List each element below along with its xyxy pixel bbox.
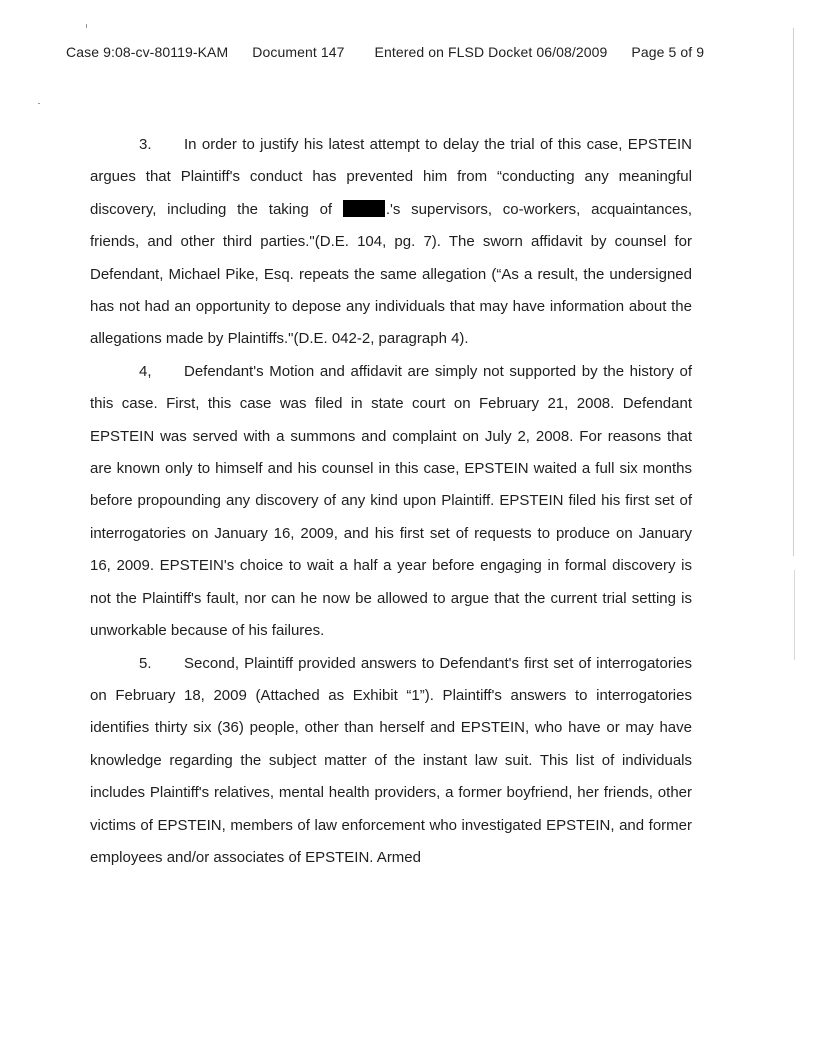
document-number: Document 147 — [252, 44, 345, 60]
document-body — [90, 129, 692, 874]
paragraph-text: Defendant's Motion and affidavit are simply not supported by the history of this case. First, this case was filed in state court on February 21, 2008. Defendant EPSTEIN was served with a summons and complaint on July 2, 2008. For reasons that are known only to himself and his counsel in this case, EPSTEIN waited a full six months before propounding any discovery of any kind upon Plaintiff. EPSTEIN filed his first set of interrogatories on January 16, 2009, and his first set of requests to produce on January 16, 2009. EPSTEIN's choice to wait a half a year before engaging in formal discovery is not the Plaintiff's fault, nor can he now be allowed to argue that the current trial setting is unworkable because of his failures. — [90, 362, 692, 640]
scan-speck — [38, 103, 40, 104]
paragraph-number: 5. — [139, 654, 152, 672]
paragraph-number: 3. — [139, 136, 152, 153]
paragraph-text: Second, Plaintiff provided answers to Defendant's first set of interrogatories on February 18, 2009 (Attached as Exhibit “1”). Plaintiff's answers to interrogatories identifies thirty six (36) people, other than herself and EPSTEIN, who have or may have knowledge regarding the subject matter of the instant law suit. This list of individuals includes Plaintiff's relatives, mental health providers, a former boyfriend, her friends, other victims of EPSTEIN, members of law enforcement who investigated EPSTEIN, and former employees and/or associates of EPSTEIN. Armed — [90, 654, 692, 866]
scan-edge-line — [794, 570, 795, 660]
docket-entry-date: Entered on FLSD Docket 06/08/2009 — [374, 44, 608, 60]
paragraph-3 — [90, 129, 692, 356]
scan-edge-line — [793, 28, 794, 556]
paragraph-text: .'s supervisors, co-workers, acquaintances, friends, and other third parties."(D.E. 104, pg. 7). The sworn affidavit by counsel for Defendant, Michael Pike, Esq. repeats the same allegation (“As a result, the undersigned has not had an opportunity to depose any individuals that may have information about the allegations made by Plaintiffs."(D.E. 042-2, paragraph 4). — [90, 200, 693, 348]
page-indicator: Page 5 of 9 — [631, 44, 705, 60]
scan-speck — [86, 24, 87, 28]
paragraph-5 — [90, 648, 692, 875]
redaction-block — [343, 200, 385, 217]
paragraph-text: In order to justify his latest attempt to delay the trial of this case, EPSTEIN argues that Plaintiff's conduct has prevented him from “conducting any meaningful discovery, including the taking of — [90, 136, 692, 218]
case-number: Case 9:08-cv-80119-KAM — [66, 44, 229, 60]
paragraph-4 — [90, 356, 692, 648]
court-filing-header — [66, 44, 756, 60]
paragraph-number: 4, — [139, 362, 152, 380]
